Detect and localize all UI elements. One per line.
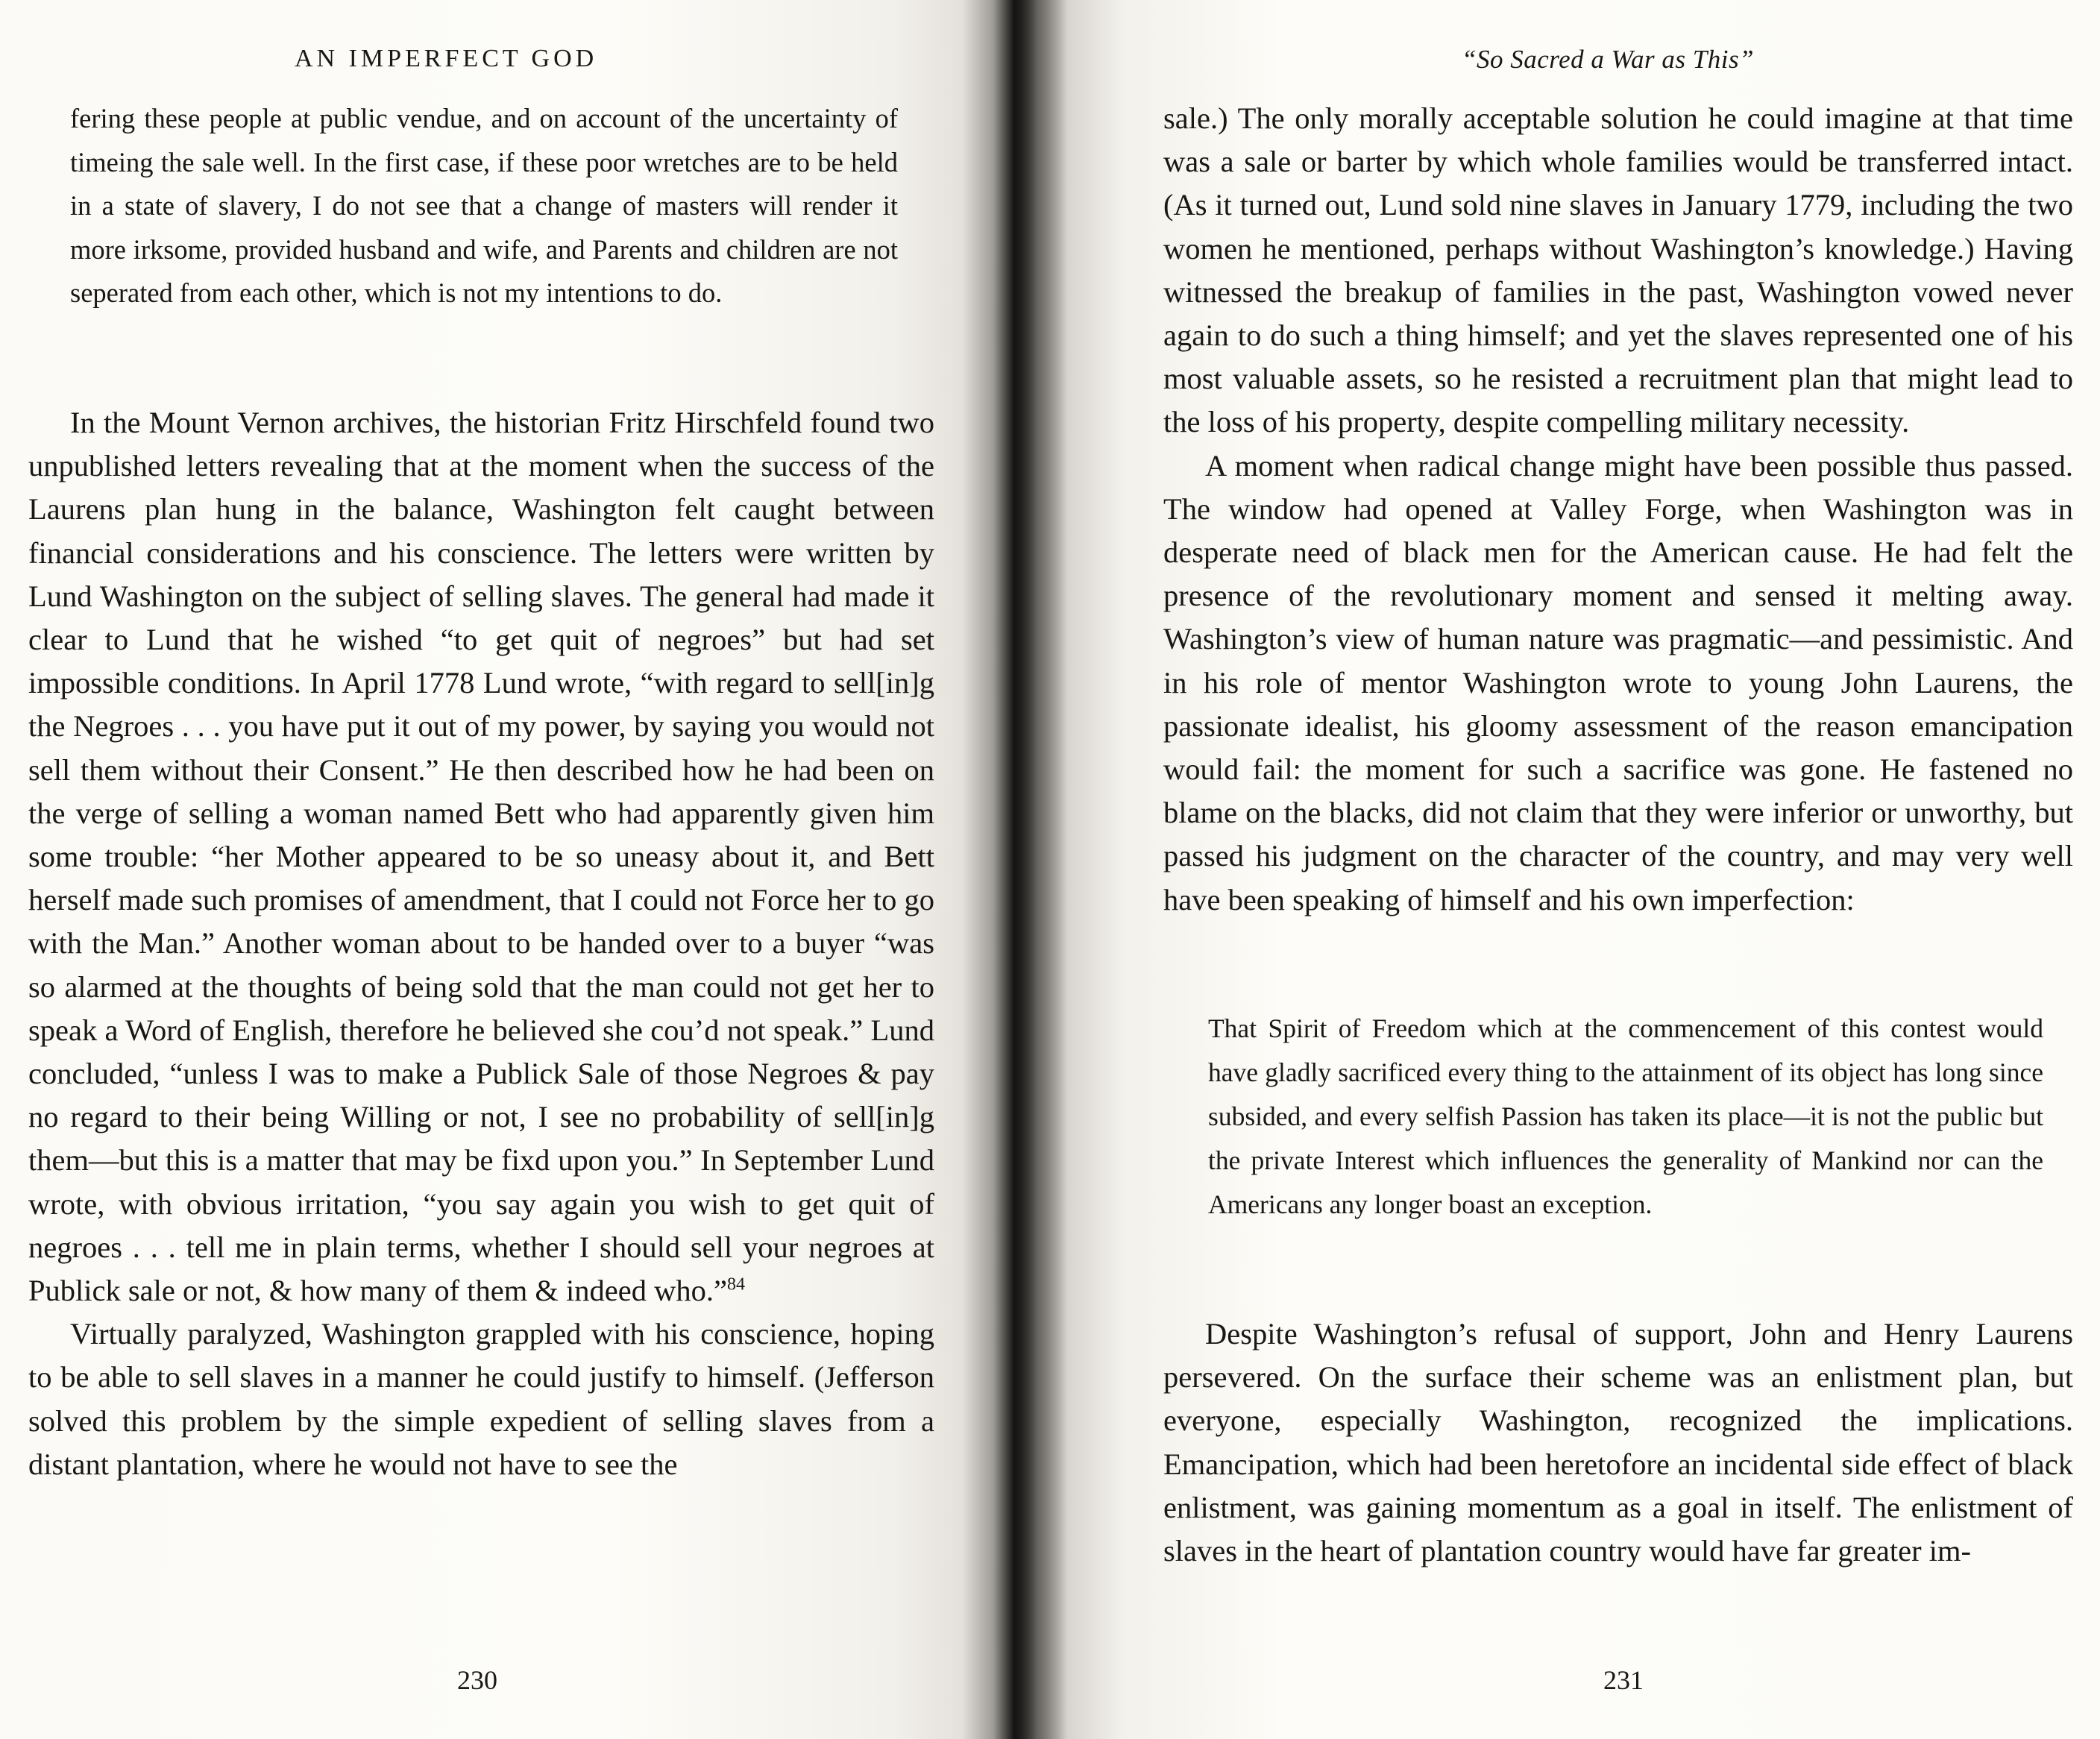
left-page: [0, 0, 1014, 1739]
paragraph: Virtually paralyzed, Washington grappled with his conscience, hoping to be able to sell slaves in a manner he could justify to himself. (Jefferson solved this problem by the simple expedient of selling slaves from a distant plantation, where he would not have to see the: [28, 1317, 934, 1481]
page-number-left: 230: [457, 1665, 497, 1695]
body-text-right-top: [1163, 97, 2073, 922]
footnote-ref: 84: [726, 1274, 745, 1295]
paragraph: sale.) The only morally acceptable solution he could imagine at that time was a sale or barter by which whole families would be transferred intact. (As it turned out, Lund sold nine slaves in January 1779, including the two women he mentioned, perhaps without Washington’s knowledge.) Having witnessed the breakup of families in the past, Washington vowed never again to do such a thing himself; and yet the slaves represented one of his most valuable assets, so he resisted a recruitment plan that might lead to the loss of his property, despite compelling military necessity.: [1163, 101, 2073, 439]
block-quote-text: fering these people at public vendue, and on account of the uncertainty of timeing the sale well. In the first case, if these poor wretches are to be held in a state of slavery, I do not see that a change of masters will render it more irksome, provided husband and wife, and Parents and children are not seperated from each other, which is not my intentions to do.: [70, 103, 898, 308]
book-gutter: [962, 0, 1066, 1739]
paragraph-text: In the Mount Vernon archives, the historian Fritz Hirschfeld found two unpublished letters revealing that at the moment when the success of the Laurens plan hung in the balance, Washington felt caught between financial considerations and his conscience. The letters were written by Lund Washington on the subject of selling slaves. The general had made it clear to Lund that he wished “to get quit of negroes” but had set impossible conditions. In April 1778 Lund wrote, “with regard to sell[in]g the Negroes . . . you have put it out of my power, by saying you would not sell them without their Consent.” He then described how he had been on the verge of selling a woman named Bett who had apparently given him some trouble: “her Mother appeared to be so uneasy about it, and Bett herself made such promises of amendment, that I could not Force her to go with the Man.” Another woman about to be handed over to a buyer “was so alarmed at the thoughts of being sold that the man could not get her to speak a Word of English, therefore he believed she cou’d not speak.” Lund concluded, “unless I was to make a Publick Sale of those Negroes & pay no regard to their being Willing or not, I see no probability of sell[in]g them—but this is a matter that may be fixd upon you.” In September Lund wrote, with obvious irritation, “you say again you wish to get quit of negroes . . . tell me in plain terms, whether I should sell your negroes at Publick sale or not, & how many of them & indeed who.”: [28, 406, 934, 1308]
body-text-left: [28, 401, 934, 1486]
block-quote-left: [70, 97, 898, 315]
paragraph: A moment when radical change might have been possible thus passed. The window had opened at Valley Forge, when Washington was in desperate need of black men for the American cause. He had felt the presence of the revolutionary moment and sensed it melting away. Washington’s view of human nature was pragmatic—and pessimistic. And in his role of mentor Washington wrote to young John Laurens, the passionate idealist, his gloomy assessment of the reason emancipation would fail: the moment for such a sacrifice was gone. He fastened no blame on the blacks, did not claim that they were inferior or unworthy, but passed his judgment on the character of the country, and may very well have been speaking of himself and his own imperfection:: [1163, 448, 2073, 916]
page-number-right: 231: [1603, 1665, 1644, 1695]
paragraph: Despite Washington’s refusal of support, John and Henry Laurens persevered. On the surface their scheme was an enlistment plan, but everyone, especially Washington, recognized the implications. Emancipation, which had been heretofore an incidental side effect of black enlistment, was gaining momentum as a goal in itself. The enlistment of slaves in the heart of plantation country would have far greater im-: [1163, 1317, 2073, 1568]
running-head-right: “So Sacred a War as This”: [1462, 45, 1755, 74]
body-text-right-bottom: [1163, 1312, 2073, 1573]
block-quote-right: [1208, 1007, 2043, 1227]
running-head-left: AN IMPERFECT GOD: [295, 45, 598, 72]
paragraph: [28, 401, 934, 1312]
block-quote-text: That Spirit of Freedom which at the commencement of this contest would have gladly sacrificed every thing to the attainment of its object has long since subsided, and every selfish Passion has taken its place—it is not the public but the private Interest which influences the generality of Mankind nor can the Americans any longer boast an exception.: [1208, 1013, 2043, 1219]
